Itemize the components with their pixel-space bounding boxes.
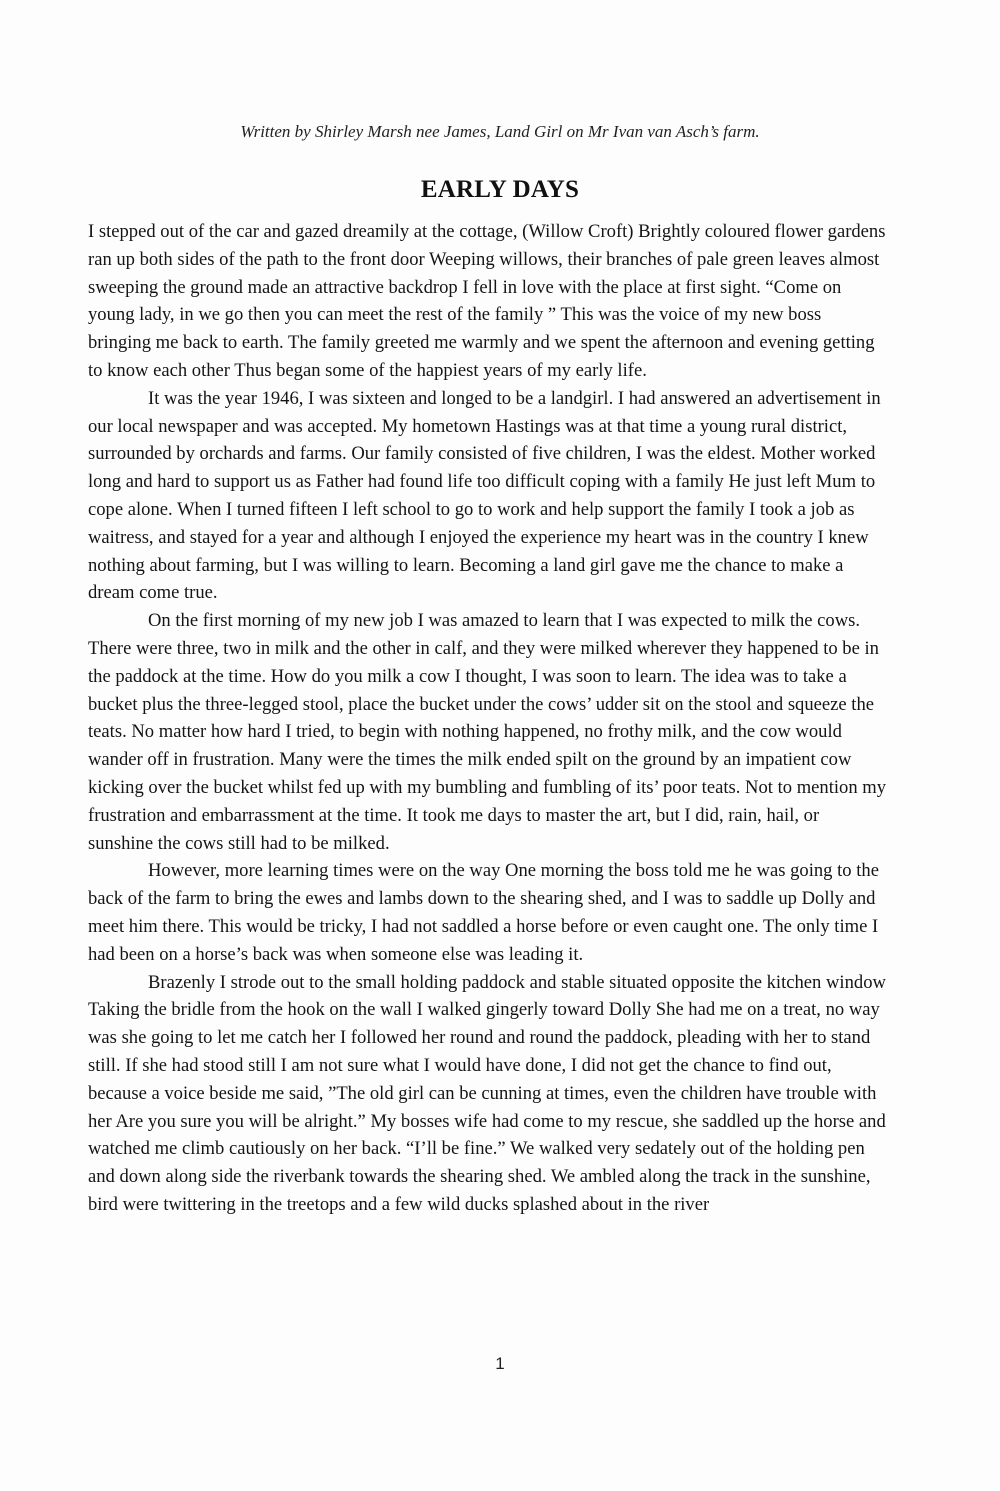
byline: Written by Shirley Marsh nee James, Land Girl on Mr Ivan van Asch’s farm.: [240, 122, 760, 141]
paragraph: However, more learning times were on the way One morning the boss told me he was going to the back of the farm to bring the ewes and lambs down to the shearing shed, and I was to saddle up Dolly and meet him there. This would be tricky, I had not saddled a horse before or even caught one. The only time I had been on a horse’s back was when someone else was leading it.: [88, 860, 879, 965]
paragraph: I stepped out of the car and gazed dreamily at the cottage, (Willow Croft) Brightly coloured flower gardens ran up both sides of the path to the front door Weeping willows, their branches of pale green leaves almost sweeping the ground made an attractive backdrop I fell in love with the place at first sight. “Come on young lady, in we go then you can meet the rest of the family ” This was the voice of my new boss bringing me back to earth. The family greeted me warmly and we spent the afternoon and evening getting to know each other Thus began some of the happiest years of my early life.: [88, 221, 886, 381]
paragraph: Brazenly I strode out to the small holding paddock and stable situated opposite the kitchen window Taking the bridle from the hook on the wall I walked gingerly toward Dolly She had me on a treat, no way was she going to let me catch her I followed her round and round the paddock, pleading with her to stand still. If she had stood still I am not sure what I would have done, I did not get the chance to find out, because a voice beside me said, ”The old girl can be cunning at times, even the children have trouble with her Are you sure you will be alright.” My bosses wife had come to my rescue, she saddled up the horse and watched me climb cautiously on her back. “I’ll be fine.” We walked very sedately out of the holding pen and down along side the riverbank towards the shearing shed. We ambled along the track in the sunshine, bird were twittering in the treetops and a few wild ducks splashed about in the river: [88, 971, 886, 1215]
page-number: 1: [495, 1354, 505, 1373]
paragraph: On the first morning of my new job I was amazed to learn that I was expected to milk the cows. There were three, two in milk and the other in calf, and they were milked wherever they happened to be in the paddock at the time. How do you milk a cow I thought, I was soon to learn. The idea was to take a bucket plus the three-legged stool, place the bucket under the cows’ udder sit on the stool and squeeze the teats. No matter how hard I tried, to begin with nothing happened, no frothy milk, and the cow would wander off in frustration. Many were the times the milk ended spilt on the ground by an impatient cow kicking over the bucket whilst fed up with my bumbling and fumbling of its’ poor teats. Not to mention my frustration and embarrassment at the time. It took me days to master the art, but I did, rain, hail, or sunshine the cows still had to be milked.: [88, 610, 887, 854]
document-body: [88, 218, 888, 1219]
paragraph: It was the year 1946, I was sixteen and longed to be a landgirl. I had answered an advertisement in our local newspaper and was accepted. My hometown Hastings was at that time a young rural district, surrounded by orchards and farms. Our family consisted of five children, I was the eldest. Mother worked long and hard to support us as Father had found life too difficult coping with a family He just left Mum to cope alone. When I turned fifteen I left school to go to work and help support the family I took a job as waitress, and stayed for a year and although I enjoyed the experience my heart was in the country I knew nothing about farming, but I was willing to learn. Becoming a land girl gave me the chance to make a dream come true.: [88, 387, 881, 604]
page-title: EARLY DAYS: [420, 176, 580, 203]
